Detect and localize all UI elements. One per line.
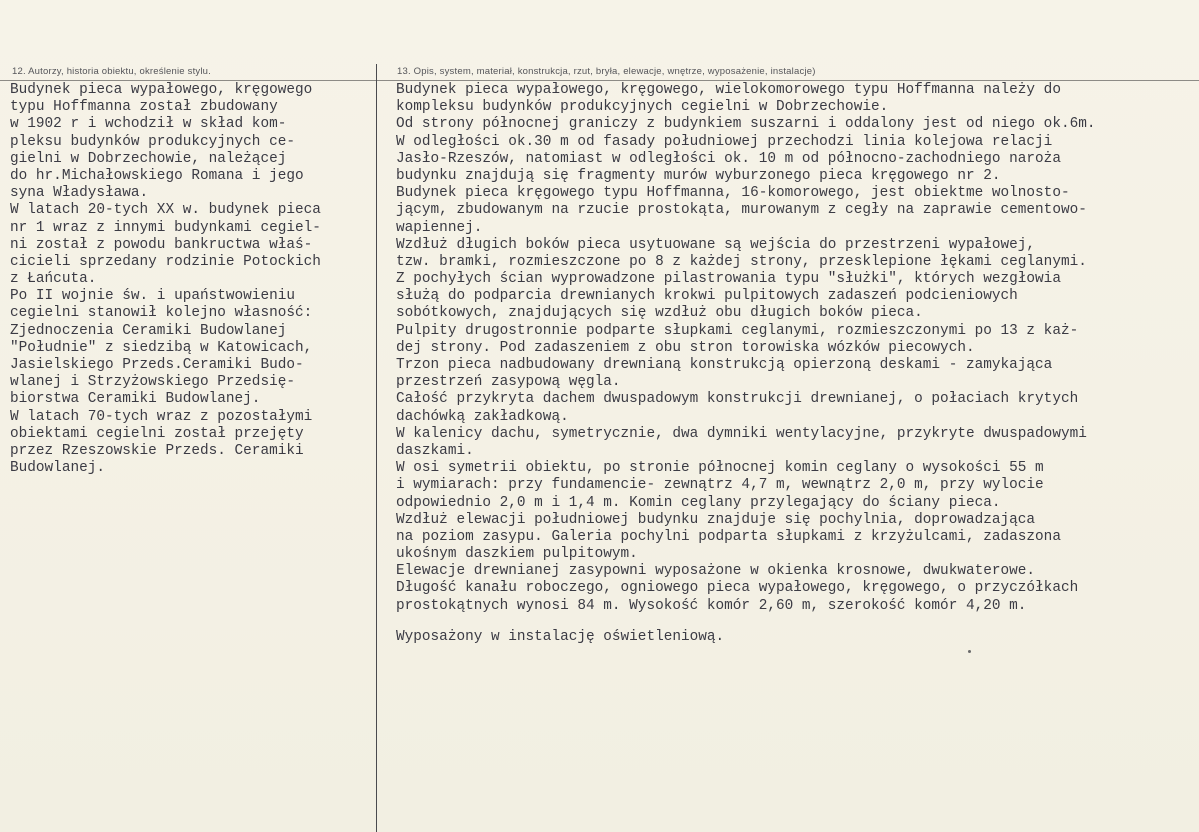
right-column-line: ukośnym daszkiem pulpitowym. — [396, 546, 638, 563]
closing-line: Wyposażony w instalację oświetleniową. — [396, 628, 725, 645]
right-column-line: Z pochyłych ścian wyprowadzone pilastrowania typu "służki", których wezgłowia — [396, 271, 1061, 288]
header-divider — [0, 80, 1199, 81]
right-column-line: W kalenicy dachu, symetrycznie, dwa dymniki wentylacyjne, przykryte dwuspadowymi — [396, 425, 1087, 442]
left-column-line: gielni w Dobrzechowie, należącej — [10, 150, 287, 167]
left-column-line: cicieli sprzedany rodzinie Potockich — [10, 253, 321, 270]
left-column-line: W latach 20-tych XX w. budynek pieca — [10, 202, 321, 219]
right-column-line: Wzdłuż długich boków pieca usytuowane są wejścia do przestrzeni wypałowej, — [396, 236, 1036, 253]
left-column-line: przez Rzeszowskie Przeds. Ceramiki — [10, 442, 304, 459]
left-column-line: Jasielskiego Przeds.Ceramiki Budo- — [10, 357, 304, 373]
left-column-line: Po II wojnie św. i upaństwowieniu — [10, 288, 295, 305]
right-column-line: daszkami. — [396, 442, 474, 459]
left-column-text — [10, 82, 321, 477]
right-column-line: służą do podparcia drewnianych krokwi pulpitowych zadaszeń podcieniowych — [396, 288, 1018, 305]
right-column-line: Całość przykryta dachem dwuspadowym konstrukcji drewnianej, o połaciach krytych — [396, 391, 1079, 408]
left-column-line: W latach 70-tych wraz z pozostałymi — [10, 408, 313, 425]
right-column-line: na poziom zasypu. Galeria pochylni podparta słupkami z krzyżulcami, zadaszona — [396, 528, 1061, 545]
left-column-line: do hr.Michałowskiego Romana i jego — [10, 167, 304, 184]
right-column-line: Budynek pieca wypałowego, kręgowego, wielokomorowego typu Hoffmanna należy do — [396, 82, 1061, 98]
right-column-line: prostokątnych wynosi 84 m. Wysokość komór 2,60 m, szerokość komór 4,20 m. — [396, 597, 1027, 614]
left-column-line: Budynek pieca wypałowego, kręgowego — [10, 82, 313, 98]
right-column-line: przestrzeń zasypową węgla. — [396, 374, 621, 391]
right-column-line: odpowiednio 2,0 m i 1,4 m. Komin ceglany przylegający do ściany pieca. — [396, 494, 1001, 511]
left-column-line: cegielni stanowił kolejno własność: — [10, 305, 313, 322]
right-column-line: W osi symetrii obiektu, po stronie północnej komin ceglany o wysokości 55 m — [396, 460, 1044, 477]
left-column-line: "Południe" z siedzibą w Katowicach, — [10, 339, 313, 356]
right-column-line: sobótkowych, znajdujących się wzdłuż obu długich boków pieca. — [396, 305, 923, 322]
right-column-line: kompleksu budynków produkcyjnych cegielni w Dobrzechowie. — [396, 99, 889, 116]
right-column-line: W odległości ok.30 m od fasady południowej przechodzi linia kolejowa relacji — [396, 133, 1053, 150]
right-column-line: Pulpity drugostronnie podparte słupkami ceglanymi, rozmieszczonymi po 13 z każ- — [396, 322, 1079, 339]
right-column-heading: 13. Opis, system, materiał, konstrukcja, rzut, bryła, elewacje, wnętrze, wyposażenie, instalacje) — [397, 66, 816, 77]
right-column-line: dej strony. Pod zadaszeniem z obu stron torowiska wózków piecowych. — [396, 339, 975, 356]
right-column-line: Od strony północnej graniczy z budynkiem suszarni i oddalony jest od niego ok.6m. — [396, 116, 1096, 133]
left-column-line: w 1902 r i wchodził w skład kom- — [10, 116, 287, 133]
right-column-text — [396, 82, 1096, 646]
right-column-line: Trzon pieca nadbudowany drewnianą konstrukcją opierzoną deskami - zamykająca — [396, 357, 1053, 373]
left-column-line: typu Hoffmanna został zbudowany — [10, 99, 278, 116]
right-column-line: i wymiarach: przy fundamencie- zewnątrz 4,7 m, wewnątrz 2,0 m, przy wylocie — [396, 477, 1044, 494]
left-column-line: ni został z powodu bankructwa właś- — [10, 236, 313, 253]
right-column-line: dachówką zakładkową. — [396, 408, 569, 425]
right-column-line: Elewacje drewnianej zasypowni wyposażone w okienka krosnowe, dwukwaterowe. — [396, 563, 1036, 580]
left-column-heading: 12. Autorzy, historia obiektu, określenie stylu. — [12, 66, 211, 77]
left-column-line: Budowlanej. — [10, 460, 105, 477]
paragraph-gap — [396, 615, 1096, 629]
right-column-line: Budynek pieca kręgowego typu Hoffmanna, 16-komorowego, jest obiektme wolnosto- — [396, 185, 1070, 202]
right-column-line: Wzdłuż elewacji południowej budynku znajduje się pochylnia, doprowadzająca — [396, 511, 1036, 528]
right-column-line: wapiennej. — [396, 219, 483, 236]
column-divider — [376, 64, 377, 832]
right-column-line: jącym, zbudowanym na rzucie prostokąta, murowanym z cegły na zaprawie cementowo- — [396, 202, 1087, 219]
left-column-line: wlanej i Strzyżowskiego Przedsię- — [10, 374, 295, 391]
left-column-line: nr 1 wraz z innymi budynkami cegiel- — [10, 219, 321, 236]
left-column-line: syna Władysława. — [10, 185, 149, 202]
left-column-line: pleksu budynków produkcyjnych ce- — [10, 133, 295, 150]
left-column-line: obiektami cegielni został przejęty — [10, 425, 304, 442]
ink-speck — [968, 650, 971, 653]
right-column-line: Jasło-Rzeszów, natomiast w odległości ok. 10 m od północno-zachodniego naroża — [396, 150, 1061, 167]
left-column-line: biorstwa Ceramiki Budowlanej. — [10, 391, 261, 408]
right-column-line: Długość kanału roboczego, ogniowego pieca wypałowego, kręgowego, o przyczółkach — [396, 580, 1079, 597]
left-column-line: z Łańcuta. — [10, 271, 97, 288]
right-column-line: budynku znajdują się fragmenty murów wyburzonego pieca kręgowego nr 2. — [396, 167, 1001, 184]
right-column-line: tzw. bramki, rozmieszczone po 8 z każdej strony, przesklepione łękami ceglanymi. — [396, 253, 1087, 270]
left-column-line: Zjednoczenia Ceramiki Budowlanej — [10, 322, 287, 339]
